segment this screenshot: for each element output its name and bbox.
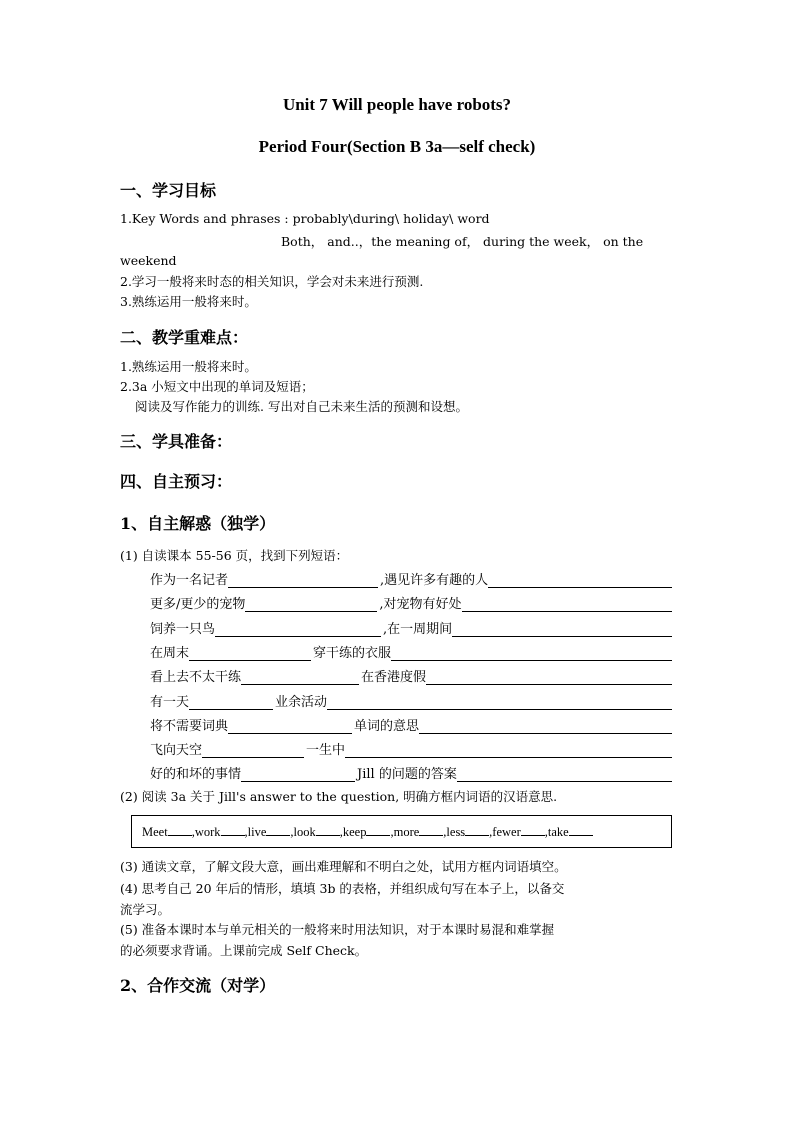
word-blank[interactable]: [221, 824, 245, 836]
phrase-label: 看上去不太干练: [150, 670, 242, 685]
key-point-line-1: 1.熟练运用一般将来时。: [120, 359, 257, 374]
key-point-line-3: 阅读及写作能力的训练. 写出对自己未来生活的预测和设想。: [135, 399, 468, 414]
question-2: (2) 阅读 3a 关于 Jill's answer to the question, 明确方框内词语的汉语意思.: [120, 789, 558, 804]
question-4-line-1: (4) 思考自己 20 年后的情形，填填 3b 的表格，并组织成句写在本子上，以备交: [120, 881, 565, 896]
objective-line-4: 2.学习一般将来时态的相关知识，学会对未来进行预测.: [120, 274, 424, 289]
phrase-label: Jill 的问题的答案: [357, 767, 457, 782]
phrase-row: [150, 665, 672, 685]
answer-blank[interactable]: [215, 621, 381, 637]
key-point-line-2: 2.3a 小短文中出现的单词及短语；: [120, 379, 314, 394]
word-blank[interactable]: [168, 824, 192, 836]
answer-blank[interactable]: [426, 669, 672, 685]
word-item: live: [247, 824, 267, 839]
word-box: Meet ,work ,live ,look ,keep ,more ,less ,fewer ,take: [131, 815, 672, 848]
section-heading-materials: 三、学具准备：: [120, 432, 233, 451]
word-item: more: [393, 824, 420, 839]
phrase-label: 穿干练的衣服: [313, 646, 392, 661]
objective-line-2: Both， and..，the meaning of， during the week， on the: [281, 234, 644, 249]
word-blank[interactable]: [521, 824, 545, 836]
answer-blank[interactable]: [241, 669, 359, 685]
phrase-label: 在香港度假: [361, 670, 427, 685]
phrase-row: [150, 762, 672, 782]
answer-blank[interactable]: [327, 694, 672, 710]
word-item: take: [547, 824, 569, 839]
answer-blank[interactable]: [245, 596, 377, 612]
answer-blank[interactable]: [241, 766, 355, 782]
phrase-label: 一生中: [306, 743, 346, 758]
answer-blank[interactable]: [488, 572, 672, 588]
section-heading-cooperation: 2、合作交流（对学）: [120, 976, 276, 995]
question-5-line-1: (5) 准备本课时本与单元相关的一般将来时用法知识，对于本课时易混和难掌握: [120, 922, 555, 937]
phrase-row: [150, 592, 672, 612]
section-heading-self-study: 1、自主解惑（独学）: [120, 514, 276, 533]
answer-blank[interactable]: [189, 645, 311, 661]
objective-line-3: weekend: [120, 253, 177, 268]
answer-blank[interactable]: [202, 742, 304, 758]
answer-blank[interactable]: [228, 572, 378, 588]
section-heading-key-points: 二、教学重难点：: [120, 328, 249, 347]
phrase-label: 业余活动: [275, 695, 328, 710]
word-blank[interactable]: [316, 824, 340, 836]
question-4-line-2: 流学习。: [120, 902, 171, 917]
phrase-label: 有一天: [150, 695, 190, 710]
page-subtitle: Period Four(Section B 3a—self check): [258, 137, 536, 156]
section-heading-objectives: 一、学习目标: [120, 181, 217, 200]
answer-blank[interactable]: [457, 766, 672, 782]
question-1: (1) 自读课本 55-56 页，找到下列短语：: [120, 548, 349, 563]
answer-blank[interactable]: [419, 718, 672, 734]
phrase-label: ,遇见许多有趣的人: [380, 573, 489, 588]
answer-blank[interactable]: [391, 645, 672, 661]
phrase-row: [150, 690, 672, 710]
answer-blank[interactable]: [452, 621, 672, 637]
answer-blank[interactable]: [345, 742, 672, 758]
phrase-label: ,在一周期间: [383, 622, 453, 637]
answer-blank[interactable]: [228, 718, 352, 734]
word-item: work: [194, 824, 221, 839]
word-item: fewer: [492, 824, 521, 839]
word-blank[interactable]: [569, 824, 593, 836]
word-blank[interactable]: [465, 824, 489, 836]
word-blank[interactable]: [419, 824, 443, 836]
phrase-row: [150, 617, 672, 637]
word-blank[interactable]: [366, 824, 390, 836]
word-item: look: [293, 824, 316, 839]
answer-blank[interactable]: [189, 694, 273, 710]
phrase-row: [150, 641, 672, 661]
word-item: keep: [342, 824, 367, 839]
page-title: Unit 7 Will people have robots?: [282, 95, 512, 114]
word-blank[interactable]: [266, 824, 290, 836]
phrase-label: 好的和坏的事情: [150, 767, 242, 782]
phrase-label: 飞向天空: [150, 743, 203, 758]
answer-blank[interactable]: [462, 596, 672, 612]
phrase-label: 在周末: [150, 646, 190, 661]
phrase-label: ,对宠物有好处: [379, 597, 462, 612]
question-5-line-2: 的必须要求背诵。上课前完成 Self Check。: [120, 943, 368, 958]
phrase-label: 作为一名记者: [150, 573, 229, 588]
phrase-label: 饲养一只鸟: [150, 622, 216, 637]
question-3: (3) 通读文章，了解文段大意，画出难理解和不明白之处，试用方框内词语填空。: [120, 859, 567, 874]
phrase-row: [150, 738, 672, 758]
phrase-row: [150, 568, 672, 588]
phrase-label: 单词的意思: [354, 719, 420, 734]
section-heading-preview: 四、自主预习：: [120, 472, 233, 491]
objective-line-1: 1.Key Words and phrases : probably\during\ holiday\ word: [120, 211, 490, 226]
word-item: less: [446, 824, 466, 839]
phrase-label: 更多/更少的宠物: [150, 597, 246, 612]
objective-line-5: 3.熟练运用一般将来时。: [120, 294, 257, 309]
phrase-label: 将不需要词典: [150, 719, 229, 734]
word-item: Meet: [142, 824, 168, 839]
phrase-row: [150, 714, 672, 734]
